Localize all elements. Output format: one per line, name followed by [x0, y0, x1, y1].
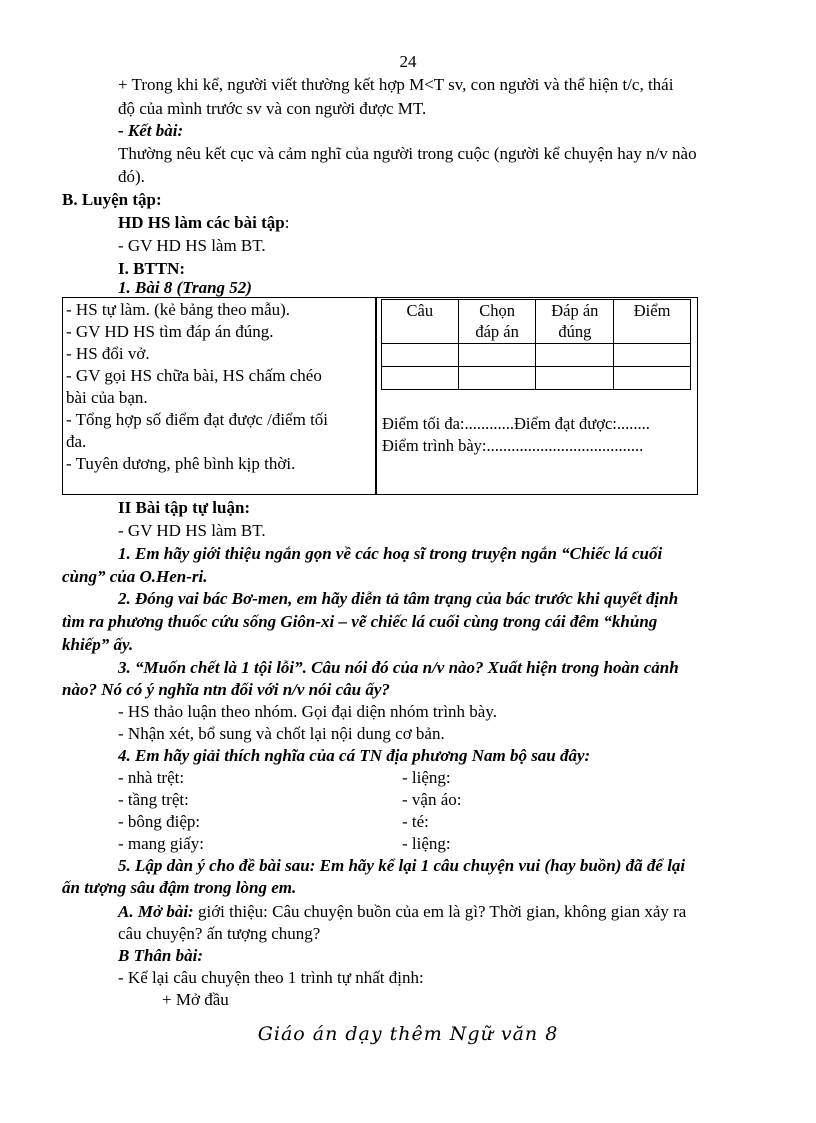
essay-heading: II Bài tập tự luận:	[118, 498, 251, 517]
header-cell-dap-an: Đáp án đúng	[536, 300, 614, 344]
word-left-2: - tầng trệt:	[118, 790, 189, 809]
left-line-6: - Tổng hợp số điểm đạt được /điểm tối	[66, 410, 329, 429]
left-line-2: - GV HD HS tìm đáp án đúng.	[66, 322, 274, 341]
practice-heading: B. Luyện tập:	[62, 190, 162, 209]
word-left-3: - bông điệp:	[118, 812, 201, 831]
left-line-1: - HS tự làm. (kẻ bảng theo mẫu).	[66, 300, 291, 319]
table-row	[382, 344, 691, 367]
question-3-line-2: nào? Nó có ý nghĩa ntn đối với n/v nói câu ấy?	[62, 680, 390, 699]
word-right-2: - vận áo:	[402, 790, 462, 809]
question-2-line-1: 2. Đóng vai bác Bơ-men, em hãy diễn tả tâm trạng của bác trước khi quyết định	[118, 589, 679, 608]
word-right-3: - té:	[402, 812, 429, 831]
left-line-8: - Tuyên dương, phê bình kịp thời.	[66, 454, 296, 473]
gv-line: - GV HD HS làm BT.	[118, 236, 266, 255]
ke-lai-line: - Kể lại câu chuyện theo 1 trình tự nhất định:	[118, 968, 424, 987]
mo-bai-line	[118, 902, 686, 922]
question-3-line-1: 3. “Muốn chết là 1 tội lỗi”. Câu nói đó của n/v nào? Xuất hiện trong hoàn cảnh	[118, 658, 679, 677]
hd-line	[118, 213, 289, 233]
score-table	[381, 299, 691, 390]
mo-bai-label: A. Mở bài:	[118, 902, 194, 921]
left-line-7: đa.	[66, 432, 87, 451]
comment-line: - Nhận xét, bổ sung và chốt lại nội dung cơ bản.	[118, 724, 445, 743]
column-divider	[375, 297, 377, 495]
question-1-line-1: 1. Em hãy giới thiệu ngắn gọn về các hoạ sĩ trong truyện ngắn “Chiếc lá cuối	[118, 544, 663, 563]
presentation-score-line: Điểm trình bày:......................................	[382, 436, 644, 455]
word-left-4: - mang giấy:	[118, 834, 204, 853]
table-row	[382, 367, 691, 390]
intro-line-2: độ của mình trước sv và con người được MT.	[118, 99, 427, 118]
page-footer: Giáo án dạy thêm Ngữ văn 8	[257, 1023, 559, 1045]
question-2-line-3: khiếp” ấy.	[62, 635, 134, 654]
header-cell-cau: Câu	[382, 300, 459, 344]
header-cell-diem: Điểm	[614, 300, 691, 344]
exercise-title: 1. Bài 8 (Trang 52)	[118, 278, 252, 297]
mo-bai-line-2: câu chuyện? ấn tượng chung?	[118, 924, 321, 943]
question-5-line-2: ấn tượng sâu đậm trong lòng em.	[62, 878, 297, 897]
header-cell-chon: Chọn đáp án	[458, 300, 536, 344]
mo-bai-text: giới thiệu: Câu chuyện buồn của em là gì? Thời gian, không gian xảy ra	[193, 902, 687, 921]
intro-line-1: + Trong khi kể, người viết thường kết hợp M<T sv, con người và thể hiện t/c, thái	[118, 75, 674, 94]
ket-bai-line-1: Thường nêu kết cục và cảm nghĩ của người trong cuộc (người kể chuyện hay n/v nào	[118, 144, 697, 163]
page-number: 24	[399, 52, 417, 71]
than-bai-heading: B Thân bài:	[118, 946, 204, 965]
word-right-1: - liệng:	[402, 768, 451, 787]
ket-bai-label: - Kết bài:	[118, 121, 184, 140]
bttn-heading: I. BTTN:	[118, 259, 186, 278]
word-left-1: - nhà trệt:	[118, 768, 185, 787]
left-line-5: bài của bạn.	[66, 388, 148, 407]
max-score-line: Điểm tối đa:............Điểm đạt được:........	[382, 414, 650, 433]
question-1-line-2: cùng” của O.Hen-ri.	[62, 567, 208, 586]
hd-colon: :	[284, 213, 290, 232]
ket-bai-line-2: đó).	[118, 167, 145, 186]
score-table-header-row	[382, 300, 691, 344]
essay-gv-line: - GV HD HS làm BT.	[118, 521, 266, 540]
discussion-line: - HS thảo luận theo nhóm. Gọi đại diện nhóm trình bày.	[118, 702, 497, 721]
word-right-4: - liệng:	[402, 834, 451, 853]
question-5-line-1: 5. Lập dàn ý cho đề bài sau: Em hãy kể lại 1 câu chuyện vui (hay buồn) đã để lại	[118, 856, 686, 875]
left-line-4: - GV gọi HS chữa bài, HS chấm chéo	[66, 366, 322, 385]
question-4: 4. Em hãy giải thích nghĩa của cá TN địa phương Nam bộ sau đây:	[118, 746, 591, 765]
left-line-3: - HS đổi vở.	[66, 344, 150, 363]
hd-bold: HD HS làm các bài tập	[118, 213, 285, 232]
question-2-line-2: tìm ra phương thuốc cứu sống Giôn-xi – vẽ chiếc lá cuối cùng trong cái đêm “khủng	[62, 612, 658, 631]
mo-dau-line: + Mở đầu	[162, 990, 229, 1009]
